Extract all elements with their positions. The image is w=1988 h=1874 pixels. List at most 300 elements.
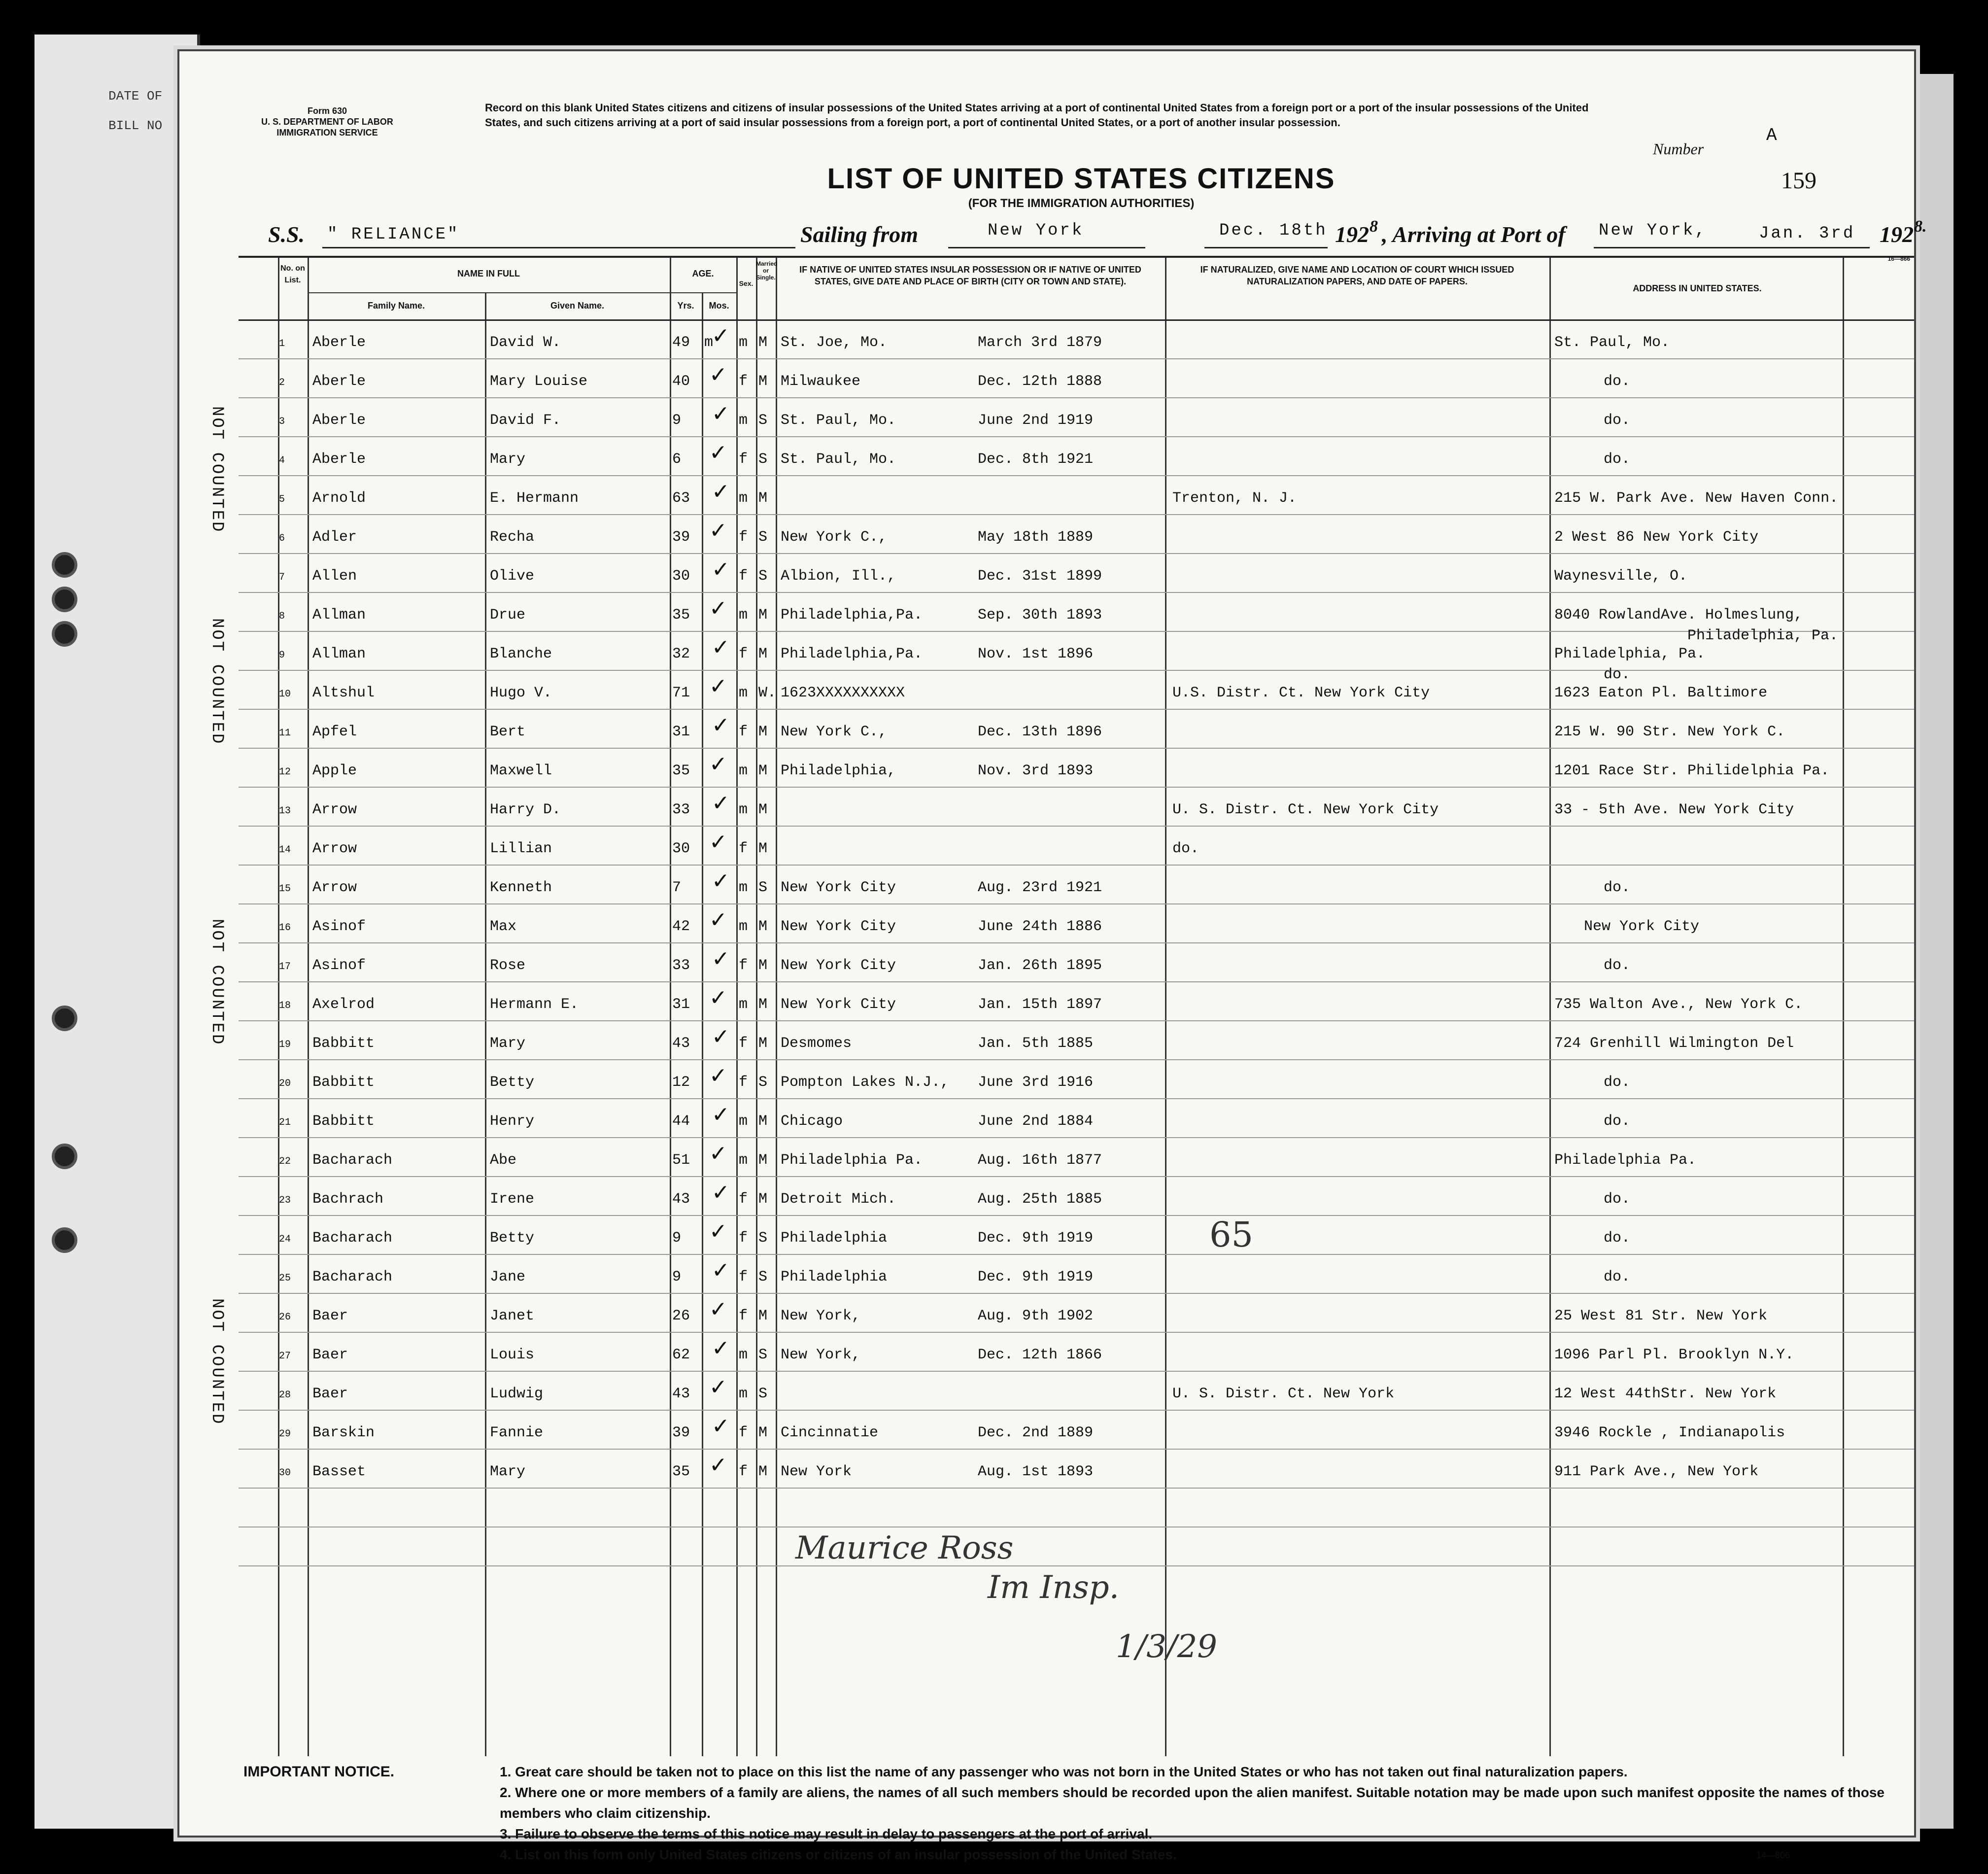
punch-hole xyxy=(52,1227,77,1253)
us-address: do. xyxy=(1604,412,1631,429)
birth-date: Aug. 1st 1893 xyxy=(978,1463,1094,1480)
check-mark-icon: ✓ xyxy=(709,1219,727,1244)
sex: f xyxy=(739,724,748,740)
us-address: 215 W. Park Ave. New Haven Conn. xyxy=(1554,490,1839,507)
punch-hole xyxy=(52,621,77,647)
birth-date: June 2nd 1919 xyxy=(978,412,1094,429)
marital-status: M xyxy=(758,607,768,624)
birth-date: Dec. 2nd 1889 xyxy=(978,1424,1094,1441)
sailing-from-label: Sailing from xyxy=(800,222,919,247)
row-number: 21 xyxy=(279,1117,291,1128)
ss-label: S.S. xyxy=(268,222,305,247)
sex: f xyxy=(739,1191,748,1208)
table-row xyxy=(239,1024,1914,1074)
family-name: Aberle xyxy=(312,451,366,468)
given-name: Mary xyxy=(490,1035,526,1052)
family-name: Baer xyxy=(312,1386,348,1402)
check-mark-icon: ✓ xyxy=(709,1453,727,1478)
table-row xyxy=(239,713,1914,763)
family-name: Basset xyxy=(312,1463,366,1480)
table-row xyxy=(239,518,1914,568)
table-row xyxy=(239,752,1914,801)
family-name: Babbitt xyxy=(312,1074,375,1091)
marital-status: M xyxy=(758,840,768,857)
col-naturalized: IF NATURALIZED, GIVE NAME AND LOCATION OF COURT WHICH ISSUED NATURALIZATION PAPERS, AND DATE OF PAPERS. xyxy=(1200,265,1514,286)
col-sex: Sex. xyxy=(739,279,754,287)
check-mark-icon: ✓ xyxy=(712,791,730,816)
check-mark-icon: ✓ xyxy=(709,518,727,543)
marital-status: M xyxy=(758,724,768,740)
manifest-page xyxy=(177,49,1927,1862)
col-name-in-full: NAME IN FULL xyxy=(457,269,520,278)
given-name: Ludwig xyxy=(490,1386,544,1402)
check-mark-icon: ✓ xyxy=(712,1102,730,1127)
year-prefix-1: 192 xyxy=(1335,222,1369,247)
birth-date: March 3rd 1879 xyxy=(978,334,1102,351)
birth-date: June 3rd 1916 xyxy=(978,1074,1094,1091)
birth-date: Aug. 16th 1877 xyxy=(978,1152,1102,1169)
family-name: Apfel xyxy=(312,724,357,740)
row-number: 28 xyxy=(279,1389,291,1401)
sex: f xyxy=(739,1035,748,1052)
given-name: Recha xyxy=(490,529,535,546)
check-mark-icon: ✓ xyxy=(712,1180,730,1205)
birth-date: Nov. 1st 1896 xyxy=(978,646,1094,662)
row-number: 30 xyxy=(279,1467,291,1479)
marital-status: S xyxy=(758,1074,768,1091)
marital-status: M xyxy=(758,373,768,390)
given-name: Maxwell xyxy=(490,763,552,779)
naturalization-court: U. S. Distr. Ct. New York City xyxy=(1172,801,1439,818)
table-row xyxy=(239,1219,1914,1269)
marital-status: S xyxy=(758,1230,768,1247)
table-row xyxy=(239,1102,1914,1152)
birth-place: New York C., xyxy=(781,529,888,546)
birth-place: Desmomes xyxy=(781,1035,852,1052)
marital-status: M xyxy=(758,1191,768,1208)
handwritten-count: 65 xyxy=(1209,1215,1254,1255)
sex: f xyxy=(739,957,748,974)
birth-place: Philadelphia, xyxy=(781,763,896,779)
row-number: 6 xyxy=(279,533,285,544)
birth-date: Aug. 25th 1885 xyxy=(978,1191,1102,1208)
family-name: Arrow xyxy=(312,801,357,818)
age-years: 39 xyxy=(672,529,690,546)
marital-status: M xyxy=(758,1463,768,1480)
birth-date: Dec. 9th 1919 xyxy=(978,1269,1094,1285)
birth-place: Pompton Lakes N.J., xyxy=(781,1074,950,1091)
family-name: Adler xyxy=(312,529,357,546)
marital-status: M xyxy=(758,957,768,974)
check-mark-icon: ✓ xyxy=(709,362,727,387)
age-years: 7 xyxy=(672,879,682,896)
check-mark-icon: ✓ xyxy=(712,1024,730,1049)
col-age: AGE. xyxy=(692,269,714,278)
department-name: U. S. DEPARTMENT OF LABOR xyxy=(261,117,393,127)
table-row xyxy=(239,635,1914,685)
sex: m xyxy=(739,685,748,701)
age-years: 9 xyxy=(672,1269,682,1285)
service-name: IMMIGRATION SERVICE xyxy=(276,128,378,138)
us-address: 1201 Race Str. Philidelphia Pa. xyxy=(1554,763,1830,779)
marital-status: M xyxy=(758,996,768,1013)
age-years: 35 xyxy=(672,607,690,624)
edge-text-bill: BILL NO xyxy=(108,118,163,133)
given-name: Louis xyxy=(490,1347,535,1363)
table-row xyxy=(239,1141,1914,1191)
notice-title: IMPORTANT NOTICE. xyxy=(243,1764,395,1780)
page-number: 159 xyxy=(1781,168,1817,194)
us-address: 1096 Parl Pl. Brooklyn N.Y. xyxy=(1554,1347,1794,1363)
birth-date: Dec. 8th 1921 xyxy=(978,451,1094,468)
check-mark-icon: ✓ xyxy=(712,401,730,426)
birth-place: Philadelphia xyxy=(781,1230,888,1247)
given-name: Hermann E. xyxy=(490,996,579,1013)
marital-status: S xyxy=(758,1347,768,1363)
age-years: 9 xyxy=(672,412,682,429)
table-row xyxy=(239,323,1914,373)
birth-place: 1623XXXXXXXXXX xyxy=(781,685,905,701)
us-address: do. xyxy=(1604,451,1631,468)
inspector-title: Im Insp. xyxy=(988,1569,1119,1606)
given-name: Betty xyxy=(490,1230,535,1247)
birth-date: Dec. 12th 1866 xyxy=(978,1347,1102,1363)
table-row xyxy=(239,1297,1914,1347)
birth-date: Jan. 26th 1895 xyxy=(978,957,1102,974)
address-continuation: do. xyxy=(1604,666,1631,683)
form-number: Form 630 xyxy=(307,106,347,116)
given-name: Mary xyxy=(490,451,526,468)
birth-date: Nov. 3rd 1893 xyxy=(978,763,1094,779)
age-months: m xyxy=(704,334,714,351)
us-address: 8040 RowlandAve. Holmeslung, xyxy=(1554,607,1803,624)
us-address: do. xyxy=(1604,1074,1631,1091)
check-mark-icon: ✓ xyxy=(709,830,727,855)
notice-item: 4. List on this form only United States citizens or citizens of an insular possession of the United States. xyxy=(500,1847,1177,1862)
col-married: Married or Single. xyxy=(756,260,778,281)
family-name: Arrow xyxy=(312,840,357,857)
family-name: Allman xyxy=(312,646,366,662)
stacked-page-edge xyxy=(1912,74,1954,1829)
inspector-signature: Maurice Ross xyxy=(795,1530,1014,1566)
row-number: 18 xyxy=(279,1000,291,1011)
table-row xyxy=(239,362,1914,412)
row-number: 10 xyxy=(279,689,291,700)
family-name: Bachrach xyxy=(312,1191,384,1208)
col-given-name: Given Name. xyxy=(550,301,605,311)
address-continuation: Philadelphia, Pa. xyxy=(1687,627,1839,644)
family-name: Bacharach xyxy=(312,1230,393,1247)
us-address: 33 - 5th Ave. New York City xyxy=(1554,801,1794,818)
table-row xyxy=(239,868,1914,918)
given-name: Mary xyxy=(490,1463,526,1480)
us-address: 1623 Eaton Pl. Baltimore xyxy=(1554,685,1768,701)
page-subtitle: (FOR THE IMMIGRATION AUTHORITIES) xyxy=(968,197,1195,210)
marital-status: S xyxy=(758,568,768,585)
form-code: 14—806 xyxy=(1756,1850,1790,1860)
naturalization-court: do. xyxy=(1172,840,1200,857)
not-counted-note: NOT COUNTED xyxy=(207,919,226,1046)
age-years: 30 xyxy=(672,840,690,857)
age-years: 62 xyxy=(672,1347,690,1363)
row-number: 3 xyxy=(279,416,285,427)
row-number: 12 xyxy=(279,766,291,778)
check-mark-icon: ✓ xyxy=(709,752,727,777)
given-name: Max xyxy=(490,918,517,935)
us-address: Philadelphia, Pa. xyxy=(1554,646,1706,662)
family-name: Axelrod xyxy=(312,996,375,1013)
row-number: 22 xyxy=(279,1156,291,1167)
col-family-name: Family Name. xyxy=(367,301,425,311)
sex: m xyxy=(739,996,748,1013)
check-mark-icon: ✓ xyxy=(709,674,727,699)
age-years: 51 xyxy=(672,1152,690,1169)
from-date: Dec. 18th xyxy=(1219,221,1328,240)
family-name: Allen xyxy=(312,568,357,585)
row-number: 2 xyxy=(279,377,285,388)
sex: m xyxy=(739,918,748,935)
given-name: Betty xyxy=(490,1074,535,1091)
family-name: Baer xyxy=(312,1347,348,1363)
us-address: St. Paul, Mo. xyxy=(1554,334,1670,351)
age-years: 31 xyxy=(672,724,690,740)
family-name: Arrow xyxy=(312,879,357,896)
row-number: 16 xyxy=(279,922,291,934)
sex: f xyxy=(739,1269,748,1285)
birth-place: Philadelphia,Pa. xyxy=(781,646,923,662)
us-address: 3946 Rockle , Indianapolis xyxy=(1554,1424,1785,1441)
birth-date: Aug. 9th 1902 xyxy=(978,1308,1094,1324)
family-name: Bacharach xyxy=(312,1269,393,1285)
check-mark-icon: ✓ xyxy=(712,946,730,972)
check-mark-icon: ✓ xyxy=(712,557,730,582)
age-years: 35 xyxy=(672,1463,690,1480)
given-name: Kenneth xyxy=(490,879,552,896)
number-label: Number xyxy=(1653,140,1704,158)
age-years: 30 xyxy=(672,568,690,585)
marital-status: S xyxy=(758,879,768,896)
to-date: Jan. 3rd xyxy=(1759,224,1855,243)
given-name: Fannie xyxy=(490,1424,544,1441)
punch-hole xyxy=(52,1144,77,1169)
check-mark-icon: ✓ xyxy=(709,1375,727,1400)
row-number: 5 xyxy=(279,494,285,505)
given-name: David F. xyxy=(490,412,561,429)
table-row xyxy=(239,440,1914,490)
sex: f xyxy=(739,451,748,468)
to-port: New York, xyxy=(1599,221,1707,240)
table-row xyxy=(239,946,1914,996)
row-number: 13 xyxy=(279,805,291,817)
age-years: 43 xyxy=(672,1386,690,1402)
given-name: Lillian xyxy=(490,840,552,857)
given-name: Harry D. xyxy=(490,801,561,818)
check-mark-icon: ✓ xyxy=(712,1414,730,1439)
birth-place: New York City xyxy=(781,996,896,1013)
family-name: Aberle xyxy=(312,412,366,429)
marital-status: S xyxy=(758,451,768,468)
sex: m xyxy=(739,763,748,779)
birth-place: St. Paul, Mo. xyxy=(781,412,896,429)
row-number: 27 xyxy=(279,1351,291,1362)
us-address: do. xyxy=(1604,1113,1631,1130)
marital-status: S xyxy=(758,412,768,429)
family-name: Aberle xyxy=(312,373,366,390)
notice-item: 1. Great care should be taken not to place on this list the name of any passenger who was not born in the United States or who has not taken out final naturalization papers. xyxy=(500,1764,1628,1779)
age-years: 63 xyxy=(672,490,690,507)
family-name: Baer xyxy=(312,1308,348,1324)
sailing-line xyxy=(268,217,1927,251)
table-row xyxy=(239,1414,1914,1463)
given-name: Jane xyxy=(490,1269,526,1285)
marital-status: M xyxy=(758,1308,768,1324)
birth-place: New York, xyxy=(781,1308,861,1324)
sex: m xyxy=(739,412,748,429)
age-years: 71 xyxy=(672,685,690,701)
us-address: Philadelphia Pa. xyxy=(1554,1152,1697,1169)
given-name: Henry xyxy=(490,1113,535,1130)
row-number: 29 xyxy=(279,1428,291,1440)
birth-place: St. Joe, Mo. xyxy=(781,334,888,351)
row-number: 17 xyxy=(279,961,291,972)
birth-place: New York City xyxy=(781,879,896,896)
important-notice xyxy=(243,1762,1919,1865)
binding-edge-strip xyxy=(34,35,200,1829)
us-address: do. xyxy=(1604,1269,1631,1285)
sex: f xyxy=(739,529,748,546)
birth-date: Jan. 5th 1885 xyxy=(978,1035,1094,1052)
given-name: Mary Louise xyxy=(490,373,588,390)
table-row xyxy=(239,985,1914,1035)
sex: f xyxy=(739,646,748,662)
age-years: 12 xyxy=(672,1074,690,1091)
marital-status: M xyxy=(758,1035,768,1052)
age-years: 33 xyxy=(672,801,690,818)
naturalization-court: U. S. Distr. Ct. New York xyxy=(1172,1386,1395,1402)
year-prefix-2: 192 xyxy=(1880,222,1914,247)
col-no: No. on List. xyxy=(280,264,305,284)
us-address: 215 W. 90 Str. New York C. xyxy=(1554,724,1785,740)
sex: m xyxy=(739,490,748,507)
age-years: 49 xyxy=(672,334,690,351)
birth-date: May 18th 1889 xyxy=(978,529,1094,546)
edge-text-date: DATE OF xyxy=(108,89,163,104)
age-years: 33 xyxy=(672,957,690,974)
birth-place: Philadelphia xyxy=(781,1269,888,1285)
birth-place: St. Paul, Mo. xyxy=(781,451,896,468)
given-name: David W. xyxy=(490,334,561,351)
birth-place: New York, xyxy=(781,1347,861,1363)
sex: m xyxy=(739,1347,748,1363)
birth-place: Philadelphia,Pa. xyxy=(781,607,923,624)
sex: m xyxy=(739,334,748,351)
table-row xyxy=(239,401,1914,451)
printing-code: 16—866 xyxy=(1887,255,1910,262)
check-mark-icon: ✓ xyxy=(709,440,727,465)
table-row xyxy=(239,830,1914,879)
age-years: 9 xyxy=(672,1230,682,1247)
age-years: 43 xyxy=(672,1191,690,1208)
row-number: 8 xyxy=(279,611,285,622)
row-number: 23 xyxy=(279,1195,291,1206)
table-row xyxy=(239,1336,1914,1386)
marital-status: M xyxy=(758,1152,768,1169)
given-name: Bert xyxy=(490,724,526,740)
sex: f xyxy=(739,1074,748,1091)
sex: f xyxy=(739,568,748,585)
age-years: 6 xyxy=(672,451,682,468)
naturalization-court: Trenton, N. J. xyxy=(1172,490,1297,507)
check-mark-icon: ✓ xyxy=(712,323,730,348)
us-address: 2 West 86 New York City xyxy=(1554,529,1759,546)
marital-status: M xyxy=(758,334,768,351)
family-name: Asinof xyxy=(312,957,366,974)
given-name: Janet xyxy=(490,1308,535,1324)
family-name: Asinof xyxy=(312,918,366,935)
marital-status: W. xyxy=(758,685,777,701)
birth-place: New York City xyxy=(781,957,896,974)
given-name: Rose xyxy=(490,957,526,974)
family-name: Allman xyxy=(312,607,366,624)
sex: f xyxy=(739,1230,748,1247)
birth-date: Dec. 31st 1899 xyxy=(978,568,1102,585)
check-mark-icon: ✓ xyxy=(709,1063,727,1088)
family-name: Bacharach xyxy=(312,1152,393,1169)
given-name: E. Hermann xyxy=(490,490,579,507)
marital-status: S xyxy=(758,1386,768,1402)
sex: m xyxy=(739,879,748,896)
table-row xyxy=(239,1258,1914,1308)
col-native: IF NATIVE OF UNITED STATES INSULAR POSSESSION OR IF NATIVE OF UNITED STATES, GIVE DATE AND PLACE OF BIRTH (CITY OR TOWN AND STATE). xyxy=(799,265,1141,286)
marital-status: M xyxy=(758,1113,768,1130)
age-years: 39 xyxy=(672,1424,690,1441)
arriving-label: , Arriving at Port of xyxy=(1382,222,1566,247)
table-row xyxy=(239,1453,1914,1502)
sex: m xyxy=(739,1386,748,1402)
birth-place: Philadelphia Pa. xyxy=(781,1152,923,1169)
row-number: 20 xyxy=(279,1078,291,1089)
sex: m xyxy=(739,801,748,818)
marital-status: M xyxy=(758,490,768,507)
passenger-table xyxy=(239,256,1914,1756)
given-name: Hugo V. xyxy=(490,685,552,701)
age-years: 35 xyxy=(672,763,690,779)
family-name: Arnold xyxy=(312,490,366,507)
birth-place: Cincinnatie xyxy=(781,1424,879,1441)
birth-place: New York xyxy=(781,1463,852,1480)
table-row xyxy=(239,596,1914,646)
col-address: ADDRESS IN UNITED STATES. xyxy=(1633,283,1762,293)
table-row xyxy=(239,907,1914,957)
sex: m xyxy=(739,1113,748,1130)
given-name: Olive xyxy=(490,568,535,585)
not-counted-note: NOT COUNTED xyxy=(207,406,226,533)
birth-place: Milwaukee xyxy=(781,373,861,390)
table-row xyxy=(239,479,1914,529)
birth-place: Detroit Mich. xyxy=(781,1191,896,1208)
sex: f xyxy=(739,1424,748,1441)
row-number: 14 xyxy=(279,844,291,856)
check-mark-icon: ✓ xyxy=(709,907,727,933)
us-address: 12 West 44thStr. New York xyxy=(1554,1386,1777,1402)
birth-date: June 2nd 1884 xyxy=(978,1113,1094,1130)
birth-place: Albion, Ill., xyxy=(781,568,896,585)
punch-hole xyxy=(52,552,77,578)
birth-date: Aug. 23rd 1921 xyxy=(978,879,1102,896)
not-counted-note: NOT COUNTED xyxy=(207,1298,226,1425)
notice-item: 2. Where one or more members of a family are aliens, the names of all such members should be recorded upon the alien manifest. Suitable notation may be made upon such manifest opposite the names of those members who claim citizenship. xyxy=(500,1785,1885,1821)
age-years: 26 xyxy=(672,1308,690,1324)
